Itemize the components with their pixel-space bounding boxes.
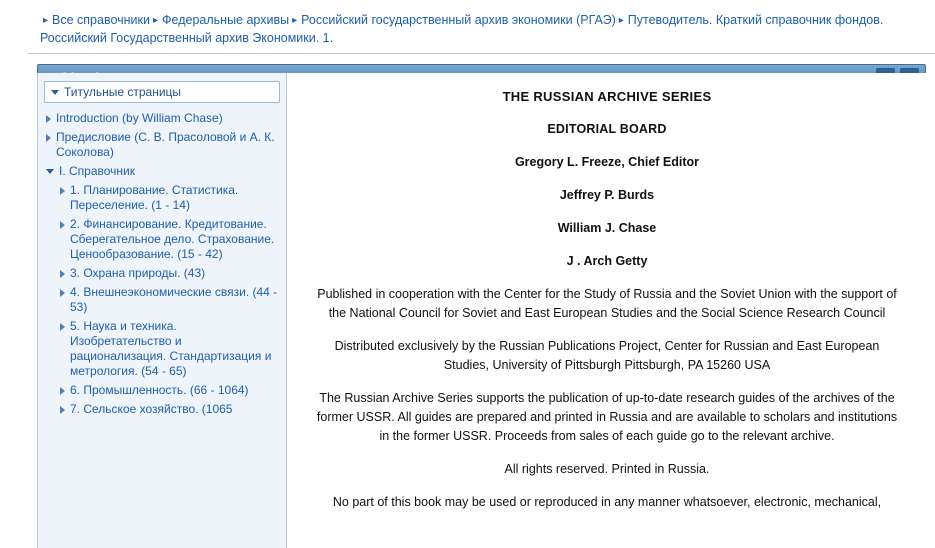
document-paragraph-4: All rights reserved. Printed in Russia. bbox=[504, 462, 710, 476]
chevron-right-icon bbox=[46, 115, 51, 123]
main-split bbox=[37, 73, 935, 548]
breadcrumb-item-2[interactable]: Российский государственный архив экономики (РГАЭ) bbox=[301, 13, 616, 27]
toc-item-preface[interactable] bbox=[44, 128, 280, 162]
chevron-right-icon bbox=[60, 406, 65, 414]
editor-2: Jeffrey P. Burds bbox=[559, 188, 655, 202]
toc-item-spravochnik[interactable] bbox=[44, 162, 280, 181]
chevron-right-icon bbox=[60, 289, 65, 297]
toc-header-label: Титульные страницы bbox=[64, 85, 182, 99]
editor-chief: Gregory L. Freeze, Chief Editor bbox=[514, 155, 700, 169]
toc-item-2[interactable] bbox=[44, 215, 280, 264]
toc-item-5[interactable] bbox=[44, 317, 280, 381]
document-paragraph-2: Distributed exclusively by the Russian Publications Project, Center for Russian and East European Studies, University of Pittsburgh Pittsburgh, PA 15260 USA bbox=[334, 339, 880, 372]
toc-item-7[interactable] bbox=[44, 400, 280, 419]
document-paragraph-1: Published in cooperation with the Center for the Study of Russia and the Soviet Union with the support of the National Council for Soviet and East European Studies and the Social Science Research Council bbox=[317, 287, 897, 320]
breadcrumb-separator-icon: ▸ bbox=[153, 15, 159, 26]
toc-pane[interactable] bbox=[37, 73, 287, 548]
toc-header-title-pages[interactable] bbox=[44, 81, 280, 103]
chevron-right-icon bbox=[60, 387, 65, 395]
toc-item-4[interactable] bbox=[44, 283, 280, 317]
toc-item-label: Introduction (by William Chase) bbox=[56, 111, 223, 125]
toc-item-label: Предисловие (С. В. Прасоловой и А. К. Соколова) bbox=[56, 130, 275, 159]
chevron-down-icon bbox=[51, 90, 59, 95]
editor-4: J . Arch Getty bbox=[566, 254, 648, 268]
document-paragraph-5: No part of this book may be used or reproduced in any manner whatsoever, electronic, mechanical, bbox=[332, 495, 882, 509]
toc-item-6[interactable] bbox=[44, 381, 280, 400]
chevron-right-icon bbox=[60, 270, 65, 278]
toc-item-label: 2. Финансирование. Кредитование. Сберегательное дело. Страхование. Ценообразование. (15 - 42) bbox=[70, 217, 275, 261]
toc-item-label: 3. Охрана природы. (43) bbox=[70, 266, 206, 280]
document-paragraph-3: The Russian Archive Series supports the publication of up-to-date research guides of the archives of the former USSR. All guides are prepared and printed in Russia and are available to scholars and institutions in the former USSR. Proceeds from sales of each guide go to the relevant archive. bbox=[316, 391, 898, 443]
toc-item-label: 7. Сельское хозяйство. (1065 bbox=[70, 402, 233, 416]
chevron-right-icon bbox=[46, 134, 51, 142]
breadcrumb bbox=[28, 0, 935, 54]
breadcrumb-item-3[interactable]: Путеводитель. Краткий справочник фондов. Российский Государственный архив Экономики. 1. bbox=[40, 13, 884, 45]
toc-item-label: 4. Внешнеэкономические связи. (44 - 53) bbox=[70, 285, 278, 314]
document-pane bbox=[287, 73, 935, 548]
breadcrumb-item-1[interactable]: Федеральные архивы bbox=[162, 13, 290, 27]
breadcrumb-separator-icon: ▸ bbox=[43, 15, 49, 26]
toc-item-3[interactable] bbox=[44, 264, 280, 283]
chevron-right-icon bbox=[60, 323, 65, 331]
breadcrumb-item-0[interactable]: Все справочники bbox=[52, 13, 150, 27]
toc-item-label: 1. Планирование. Статистика. Переселение. (1 - 14) bbox=[70, 183, 239, 212]
document-subtitle: EDITORIAL BOARD bbox=[547, 122, 667, 136]
chevron-right-icon bbox=[60, 187, 65, 195]
toc-item-label: I. Справочник bbox=[59, 164, 135, 178]
chevron-right-icon bbox=[60, 221, 65, 229]
left-rail bbox=[0, 0, 28, 548]
content-wrapper bbox=[28, 0, 935, 548]
breadcrumb-separator-icon: ▸ bbox=[618, 15, 624, 26]
editor-3: William J. Chase bbox=[557, 221, 657, 235]
toc-item-label: 5. Наука и техника. Изобретательство и рационализация. Стандартизация и метрология. (54 - 65) bbox=[70, 319, 272, 378]
breadcrumb-separator-icon: ▸ bbox=[292, 15, 298, 26]
chevron-down-icon bbox=[46, 169, 54, 174]
toc-item-introduction[interactable] bbox=[44, 109, 280, 128]
document-title: THE RUSSIAN ARCHIVE SERIES bbox=[502, 89, 712, 104]
toc-item-label: 6. Промышленность. (66 - 1064) bbox=[70, 383, 249, 397]
toc-item-1[interactable] bbox=[44, 181, 280, 215]
